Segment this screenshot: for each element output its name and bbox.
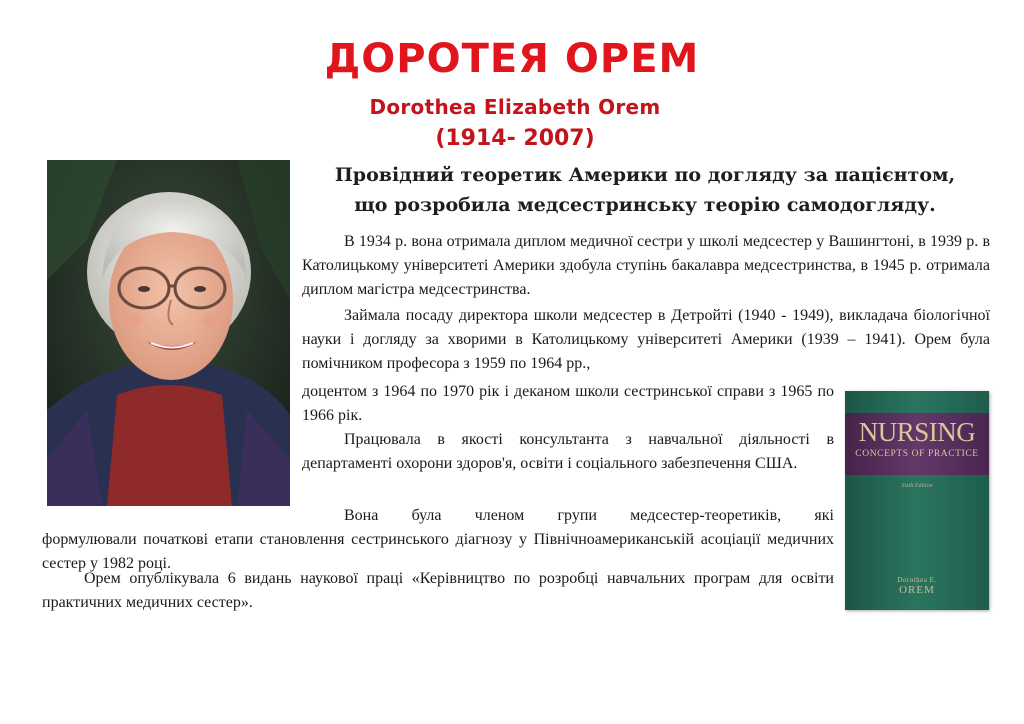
book-cover-image (845, 391, 989, 610)
portrait-photo (47, 160, 290, 506)
book-author-last: OREM (899, 584, 935, 596)
book-author-first: Dorothea E. (897, 576, 937, 584)
lead-line-1: Провідний теоретик Америки по догляду за пацієнтом, (334, 164, 956, 186)
paragraph-positions: Займала посаду директора школи медсестер в Детройті (1940 - 1949), викладача біологічної науки і догляду за хворими в Католицькому університеті Америки (1939 – 1941). Орем була помічником професора з 1959 по 1964 рр., (302, 307, 990, 372)
paragraph-education: В 1934 р. вона отримала диплом медичної сестри у школі медсестер у Вашингтоні, в 1939 р. в Католицькому університеті Америки здобула ступінь бакалавра медсестринства, в 1945 р. отримала диплом магістра медсестринства. (302, 233, 990, 298)
life-years: (1914- 2007) (435, 126, 595, 151)
paragraph-consultant: Працювала в якості консультанта з навчальної діяльності в департаменті охорони здоров'я, освіти і соціального забезпечення США. (302, 431, 834, 472)
name-subtitle: Dorothea Elizabeth Orem (369, 95, 661, 119)
lead-line-2: що розробила медсестринську теорію самодогляду. (354, 194, 936, 216)
book-subtitle: CONCEPTS OF PRACTICE (855, 449, 979, 459)
book-edition: Sixth Edition (901, 483, 933, 489)
paragraph-positions-continued: доцентом з 1964 по 1970 рік і деканом школи сестринської справи з 1965 по 1966 рік. (302, 383, 834, 424)
paragraph-group-member: Вона була членом групи медсестер-теоретиків, які (344, 507, 834, 524)
lead-statement (300, 160, 990, 220)
page-title: ДОРОТЕЯ ОРЕМ (324, 36, 700, 82)
paragraph-diagnosis: формулювали початкові етапи становлення сестринського діагнозу у Північноамериканській асоціації медичних сестер у 1982 році. (42, 531, 834, 572)
book-title: NURSING (858, 417, 976, 447)
paragraph-publications: Орем опублікувала 6 видань наукової праці «Керівництво по розробці навчальних програм для освіти практичних медичних сестер». (42, 570, 834, 611)
